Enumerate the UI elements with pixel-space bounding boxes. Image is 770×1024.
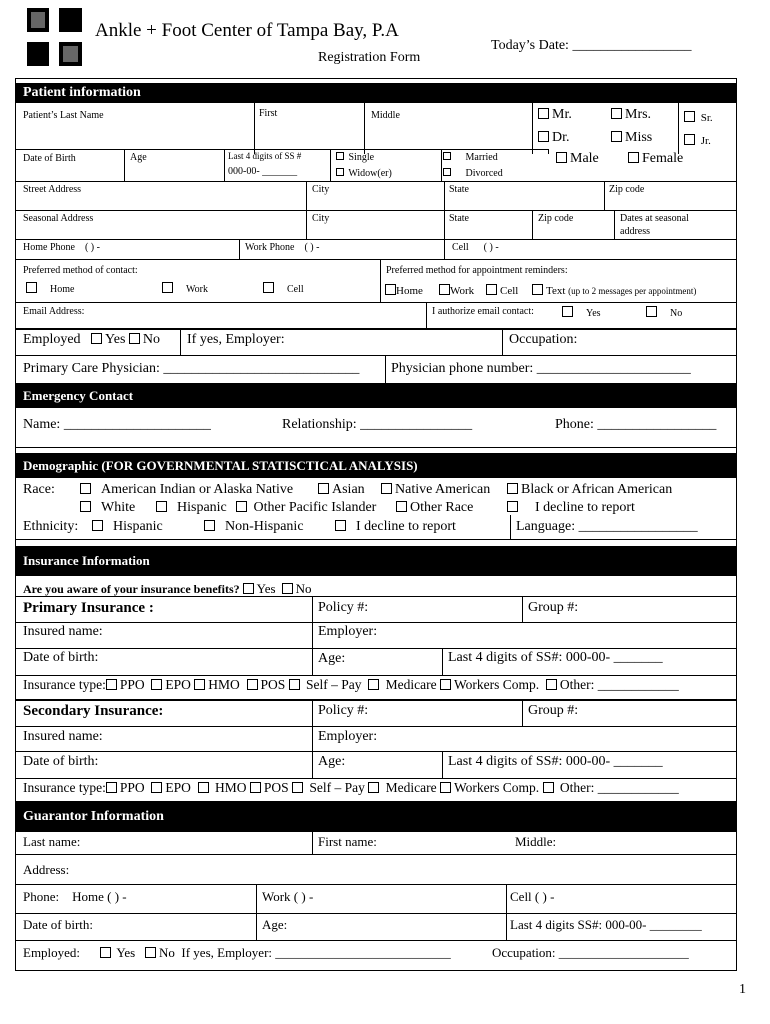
authorize-email-label: I authorize email contact: (432, 306, 534, 317)
checkbox[interactable] (538, 108, 549, 119)
checkbox[interactable] (646, 306, 657, 317)
clinic-logo (27, 8, 82, 66)
authorize-email-yes[interactable]: Yes (562, 306, 601, 319)
work-phone-field[interactable]: Work Phone ( ) - (245, 242, 320, 253)
section-header-emergency: Emergency Contact (16, 383, 736, 408)
primary-group-field[interactable]: Group #: (528, 600, 579, 615)
last-name-label: Patient’s Last Name (23, 110, 104, 121)
section-header-insurance: Insurance Information (16, 546, 736, 576)
race-asian[interactable]: Asian (318, 482, 365, 498)
marital-divorced[interactable]: Divorced (443, 168, 503, 179)
secondary-policy-field[interactable]: Policy #: (318, 703, 369, 718)
checkbox[interactable] (292, 782, 303, 793)
checkbox[interactable] (162, 282, 173, 293)
checkbox[interactable] (198, 782, 209, 793)
checkbox[interactable] (336, 168, 344, 176)
checkbox[interactable] (289, 679, 300, 690)
checkbox[interactable] (396, 501, 407, 512)
section-header-patient: Patient information (16, 83, 736, 103)
guarantor-ss-field[interactable]: Last 4 digits SS#: 000-00- ________ (510, 917, 702, 932)
checkbox[interactable] (250, 782, 261, 793)
ethnicity-non-hispanic[interactable]: Non-Hispanic (204, 519, 304, 535)
primary-ss-field[interactable]: Last 4 digits of SS#: 000-00- _______ (448, 650, 663, 665)
checkbox[interactable] (507, 501, 518, 512)
checkbox[interactable] (684, 111, 695, 122)
secondary-employer-field[interactable]: Employer: (318, 729, 378, 744)
middle-name-label: Middle (371, 110, 400, 121)
checkbox[interactable] (247, 679, 258, 690)
checkbox[interactable] (145, 947, 156, 958)
checkbox[interactable] (282, 583, 293, 594)
guarantor-occupation-field[interactable]: Occupation: ____________________ (492, 945, 689, 960)
sex-female[interactable]: Female (628, 151, 683, 167)
street-address-label: Street Address (23, 184, 82, 195)
primary-insurance-type[interactable]: Insurance type: PPO EPO HMO POS Self – Pay Medicare Workers Comp. Other: ____________ (23, 677, 679, 692)
checkbox[interactable] (532, 284, 543, 295)
checkbox[interactable] (336, 152, 344, 160)
page-number: 1 (739, 982, 746, 997)
title-mrs[interactable]: Mrs. (611, 107, 651, 123)
guarantor-address-field[interactable]: Address: (23, 862, 70, 877)
guarantor-middle-field[interactable]: Middle: (515, 834, 557, 849)
seasonal-dates-label: Dates at seasonal (620, 213, 689, 224)
checkbox[interactable] (26, 282, 37, 293)
race-label: Race: (23, 482, 55, 497)
reminder-pref-label: Preferred method for appointment reminders: (386, 265, 568, 276)
checkbox[interactable] (381, 483, 392, 494)
guarantor-dob-field[interactable]: Date of birth: (23, 917, 94, 932)
checkbox[interactable] (151, 679, 162, 690)
checkbox[interactable] (543, 782, 554, 793)
age-label: Age (130, 152, 147, 163)
checkbox[interactable] (486, 284, 497, 295)
reminder-text[interactable]: Text (up to 2 messages per appointment) (532, 284, 696, 297)
guarantor-age-field[interactable]: Age: (262, 917, 288, 932)
checkbox[interactable] (263, 282, 274, 293)
emergency-phone-field[interactable]: Phone: _________________ (555, 417, 717, 432)
todays-date-field[interactable]: Today’s Date: _________________ (491, 38, 692, 53)
checkbox[interactable] (106, 782, 117, 793)
checkbox[interactable] (243, 583, 254, 594)
checkbox[interactable] (538, 131, 549, 142)
checkbox[interactable] (368, 679, 379, 690)
checkbox[interactable] (440, 679, 451, 690)
checkbox[interactable] (80, 483, 91, 494)
guarantor-last-name-field[interactable]: Last name: (23, 834, 81, 849)
authorize-email-no[interactable]: No (646, 306, 682, 319)
title-mr[interactable]: Mr. (538, 107, 572, 123)
zip-label: Zip code (609, 184, 645, 195)
first-name-label: First (259, 108, 278, 119)
checkbox[interactable] (204, 520, 215, 531)
section-header-demographic: Demographic (FOR GOVERNMENTAL STATISCTICAL ANALYSIS) (16, 453, 736, 478)
checkbox[interactable] (335, 520, 346, 531)
employed-field[interactable]: Employed Yes No (23, 332, 161, 347)
checkbox[interactable] (507, 483, 518, 494)
seasonal-dates-label-2: address (620, 226, 650, 237)
checkbox[interactable] (611, 131, 622, 142)
contact-pref-label: Preferred method of contact: (23, 265, 138, 276)
marital-single[interactable]: Single (336, 152, 374, 163)
registration-form (15, 78, 737, 971)
secondary-dob-field[interactable]: Date of birth: (23, 754, 99, 769)
checkbox[interactable] (546, 679, 557, 690)
race-black[interactable]: Black or African American (507, 482, 672, 498)
ss-field[interactable]: 000-00- _______ (228, 166, 298, 177)
home-phone-field[interactable]: Home Phone ( ) - (23, 242, 100, 253)
checkbox[interactable] (129, 333, 140, 344)
checkbox[interactable] (440, 782, 451, 793)
seasonal-city-label: City (312, 213, 330, 224)
guarantor-work-phone-field[interactable]: Work ( ) - (262, 889, 314, 904)
guarantor-cell-phone-field[interactable]: Cell ( ) - (510, 889, 555, 904)
section-header-guarantor: Guarantor Information (16, 801, 736, 832)
sex-male[interactable]: Male (556, 151, 599, 167)
race-pacific-islander[interactable]: Other Pacific Islander (236, 500, 376, 516)
reminder-work[interactable]: Work (439, 284, 474, 297)
title-dr[interactable]: Dr. (538, 130, 570, 146)
email-label: Email Address: (23, 306, 85, 317)
form-title: Registration Form (318, 50, 421, 65)
checkbox[interactable] (92, 520, 103, 531)
checkbox[interactable] (443, 168, 451, 176)
checkbox[interactable] (91, 333, 102, 344)
secondary-insurance-label: Secondary Insurance: (23, 703, 164, 719)
guarantor-first-name-field[interactable]: First name: (318, 834, 377, 849)
cell-phone-field[interactable]: Cell ( ) - (452, 242, 499, 253)
dob-label: Date of Birth (23, 153, 76, 164)
checkbox[interactable] (443, 152, 451, 160)
seasonal-state-label: State (449, 213, 469, 224)
emergency-relationship-field[interactable]: Relationship: ________________ (282, 417, 473, 432)
marital-married[interactable]: Married (443, 152, 498, 163)
ethnicity-decline[interactable]: I decline to report (335, 519, 456, 535)
checkbox[interactable] (318, 483, 329, 494)
race-other[interactable]: Other Race (396, 500, 473, 516)
checkbox[interactable] (106, 679, 117, 690)
secondary-group-field[interactable]: Group #: (528, 703, 579, 718)
secondary-ss-field[interactable]: Last 4 digits of SS#: 000-00- _______ (448, 754, 663, 769)
checkbox[interactable] (562, 306, 573, 317)
primary-policy-field[interactable]: Policy #: (318, 600, 369, 615)
physician-phone-field[interactable]: Physician phone number: ______________________ (391, 361, 691, 376)
seasonal-address-label: Seasonal Address (23, 213, 94, 224)
checkbox[interactable] (684, 134, 695, 145)
checkbox[interactable] (151, 782, 162, 793)
checkbox[interactable] (385, 284, 396, 295)
title-miss[interactable]: Miss (611, 130, 652, 146)
suffix-jr[interactable]: Jr. (684, 134, 711, 147)
race-hispanic[interactable]: Hispanic (156, 500, 227, 516)
contact-work[interactable]: Work (162, 282, 208, 295)
occupation-field[interactable]: Occupation: (509, 332, 578, 347)
marital-widow[interactable]: Widow(er) (336, 168, 392, 179)
ethnicity-label: Ethnicity: (23, 519, 79, 534)
checkbox[interactable] (194, 679, 205, 690)
checkbox[interactable] (628, 152, 639, 163)
insurance-aware-field[interactable]: Are you aware of your insurance benefits? Yes No (23, 581, 312, 596)
seasonal-zip-label: Zip code (538, 213, 574, 224)
race-decline[interactable]: I decline to report (507, 500, 635, 516)
guarantor-home-phone-field[interactable]: Phone: Home ( ) - (23, 889, 127, 904)
reminder-home[interactable]: Home (385, 284, 423, 297)
city-label: City (312, 184, 330, 195)
primary-employer-field[interactable]: Employer: (318, 624, 378, 639)
state-label: State (449, 184, 469, 195)
employer-field[interactable]: If yes, Employer: (187, 332, 285, 347)
checkbox[interactable] (100, 947, 111, 958)
checkbox[interactable] (368, 782, 379, 793)
race-native-american[interactable]: Native American (381, 482, 490, 498)
primary-age-field[interactable]: Age: (318, 651, 346, 666)
reminder-cell[interactable]: Cell (486, 284, 518, 297)
checkbox[interactable] (156, 501, 167, 512)
race-american-indian[interactable]: American Indian or Alaska Native (80, 482, 293, 498)
primary-dob-field[interactable]: Date of birth: (23, 650, 99, 665)
ethnicity-hispanic[interactable]: Hispanic (92, 519, 163, 535)
race-white[interactable]: White (80, 500, 135, 516)
ss-label: Last 4 digits of SS # (228, 151, 302, 161)
language-field[interactable]: Language: _________________ (516, 519, 698, 534)
primary-insured-field[interactable]: Insured name: (23, 624, 103, 639)
guarantor-employed-field[interactable]: Employed: Yes No If yes, Employer: ___________________________ (23, 945, 451, 960)
emergency-name-field[interactable]: Name: _____________________ (23, 417, 211, 432)
checkbox[interactable] (611, 108, 622, 119)
checkbox[interactable] (556, 152, 567, 163)
clinic-name: Ankle + Foot Center of Tampa Bay, P.A (95, 20, 399, 41)
contact-home[interactable]: Home (26, 282, 74, 295)
suffix-sr[interactable]: Sr. (684, 111, 713, 124)
pcp-field[interactable]: Primary Care Physician: ____________________________ (23, 361, 360, 376)
secondary-insured-field[interactable]: Insured name: (23, 729, 103, 744)
secondary-age-field[interactable]: Age: (318, 754, 346, 769)
primary-insurance-label: Primary Insurance : (23, 600, 154, 616)
contact-cell[interactable]: Cell (263, 282, 304, 295)
checkbox[interactable] (439, 284, 450, 295)
secondary-insurance-type[interactable]: Insurance type: PPO EPO HMO POS Self – Pay Medicare Workers Comp. Other: ____________ (23, 780, 679, 795)
checkbox[interactable] (236, 501, 247, 512)
checkbox[interactable] (80, 501, 91, 512)
